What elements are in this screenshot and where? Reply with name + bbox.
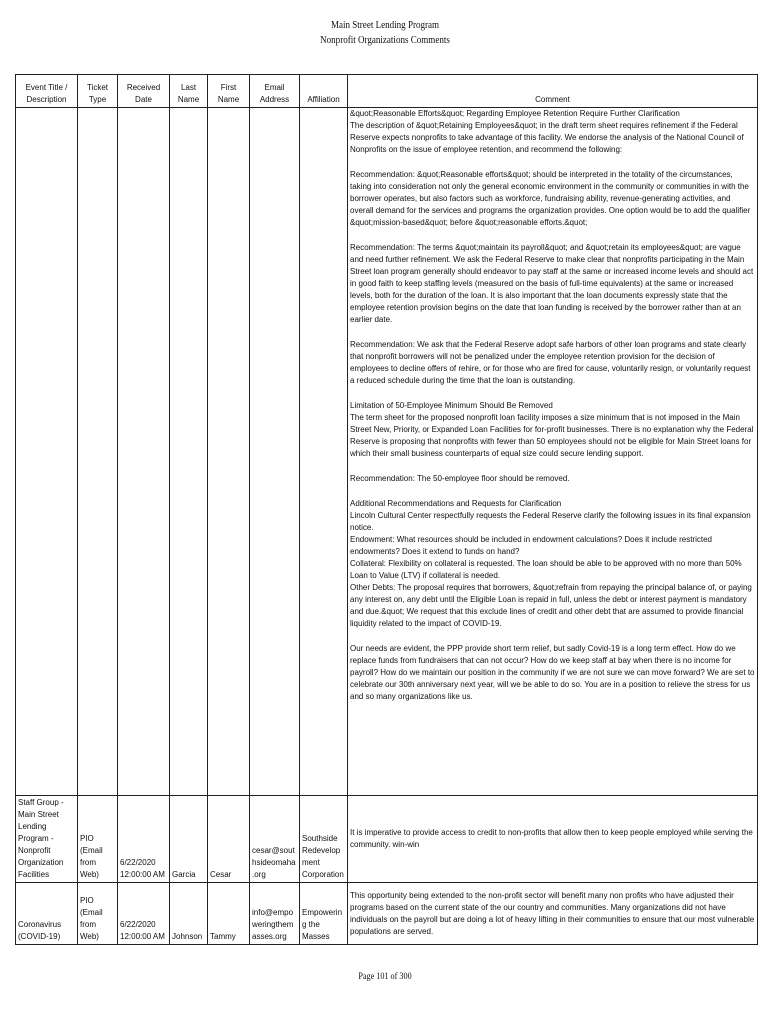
table-header-row [16,75,758,108]
comment-line: Endowment: What resources should be included in endowment calculations? Does it include restricted endowments? Does it extend to funds on hand? [350,535,712,556]
comment-paragraph [350,169,755,229]
comment-line: Recommendation: The 50-employee floor should be removed. [350,474,570,483]
page-number: Page 101 of 300 [358,972,412,982]
cell-event: Staff Group - Main Street Lending Program - Nonprofit Organization Facilities [16,796,78,883]
table-row [16,796,758,883]
document-title: Main Street Lending Program [330,20,440,31]
cell-email: info@empoweringthemasses.org [250,883,300,945]
cell-ticket-type [78,108,118,796]
column-header-email: Email Address [250,75,300,108]
comment-line: Limitation of 50-Employee Minimum Should Be Removed [350,401,553,410]
column-header-comment: Comment [348,75,758,108]
comment-line: Recommendation: The terms &quot;maintain its payroll&quot; and &quot;retain its employees&quot; are vague and need further refinement. We ask the Federal Reserve to make clear that nonprofits participating in the Main Street loan program generally should endeavor to pay staff at the same or increased income levels and should act in good faith to keep staffing levels (measured on the basis of full-time equivalents) at the same or increased levels, both for the duration of the loan. It is also important that the loan documents expressly state that the employee retention provision begins on the date that loan funding is received by the borrower rather than at an earlier date. [350,243,754,324]
cell-ticket-type: PIO (Email from Web) [78,883,118,945]
comment-paragraph [350,643,755,703]
cell-last-name: Johnson [170,883,208,945]
cell-first-name: Cesar [208,796,250,883]
comment-line: Our needs are evident, the PPP provide short term relief, but sadly Covid-19 is a long term effect. How do we replace funds from fundraisers that can not occur? How do we keep staff at bay when there is no income for payroll? How do we maintain our position in the community if we are not sure we can move forward? We are set to celebrate our 30th anniversary next year, will we be able to do so. You are in a position to relieve the stress for us and so many organizations like us. [350,644,755,701]
column-header-first-name: First Name [208,75,250,108]
comment-line: Other Debts: The proposal requires that borrowers, &quot;refrain from repaying the principal balance of, or paying any interest on, any debt until the Eligible Loan is repaid in full, unless the debt or interest payment is mandatory and due.&quot; We request that this exclude lines of credit and other debt that are assumed to provide financial liquidity related to the impact of COVID-19. [350,583,752,628]
cell-comment: This opportunity being extended to the non-profit sector will benefit many non profits who have adjusted their programs based on the current state of the our country and communities. Many organizations did not have individuals on the payroll but are doing a lot of heavy lifting in their communities to ensure that our most vulnerable populations are served. [348,883,758,945]
comment-paragraph [350,473,755,485]
cell-first-name [208,108,250,796]
comment-line: Recommendation: We ask that the Federal Reserve adopt safe harbors of other loan programs and state clearly that nonprofit borrowers will not be penalized under the employee retention provision for the decision of employees to decline offers of rehire, or for those who are fired for cause, voluntarily resign, or voluntarily request a reduced schedule during the time that the loan is outstanding. [350,340,751,385]
comment-line: The term sheet for the proposed nonprofit loan facility imposes a size minimum that is not imposed in the Main Street New, Priority, or Expanded Loan Facilities for for-profit businesses. There is no explanation why the Federal Reserve is proposing that nonprofits with fewer than 50 employees should not be eligible for Main Street loans for which their small business counterparts of equal size could secure lending support. [350,413,754,458]
cell-received-date [118,108,170,796]
cell-event: Coronavirus (COVID-19) [16,883,78,945]
comment-paragraph [350,242,755,326]
comment-line: Recommendation: &quot;Reasonable efforts&quot; should be interpreted in the totality of the circumstances, taking into consideration not only the general economic environment in the community or communities in with the borrower operates, but also factors such as workforce, fundraising ability, revenue-generating activities, and overall demand for the services and programs the organization provides. One option would be to add the qualifier &quot;mission-based&quot; before &quot;reasonable efforts.&quot; [350,170,751,227]
comment-line: The description of &quot;Retaining Employees&quot; in the draft term sheet requires refinement if the Federal Reserve expects nonprofits to take advantage of this facility. We endorse the analysis of the National Council of Nonprofits on the issue of employee retention, and recommend the following: [350,121,744,154]
column-header-affiliation: Affiliation [300,75,348,108]
comment-line: &quot;Reasonable Efforts&quot; Regarding Employee Retention Require Further Clarification [350,109,680,118]
cell-affiliation: Empowering the Masses [300,883,348,945]
cell-comment [348,108,758,796]
comment-paragraph [350,339,755,387]
comment-line: Collateral: Flexibility on collateral is requested. The loan should be able to be approved with no more than 50% Loan to Value (LTV) if collateral is needed. [350,559,742,580]
column-header-event: Event Title / Description [16,75,78,108]
cell-event [16,108,78,796]
cell-first-name: Tammy [208,883,250,945]
cell-received-date: 6/22/2020 12:00:00 AM [118,883,170,945]
comment-line: Lincoln Cultural Center respectfully requests the Federal Reserve clarify the following issues in its final expansion notice. [350,511,751,532]
document-header [54,18,716,48]
document-subtitle: Nonprofit Organizations Comments [320,35,450,46]
table-row [16,883,758,945]
cell-last-name [170,108,208,796]
comment-paragraph [350,108,755,156]
column-header-ticket-type: Ticket Type [78,75,118,108]
cell-affiliation [300,108,348,796]
column-header-last-name: Last Name [170,75,208,108]
cell-ticket-type: PIO (Email from Web) [78,796,118,883]
cell-email [250,108,300,796]
cell-received-date: 6/22/2020 12:00:00 AM [118,796,170,883]
cell-last-name: Garcia [170,796,208,883]
comment-paragraph [350,400,755,460]
cell-comment: It is imperative to provide access to credit to non-profits that allow then to keep people employed while serving the community. win-win [348,796,758,883]
cell-email: cesar@southsideomaha.org [250,796,300,883]
cell-affiliation: Southside Redevelopment Corporation [300,796,348,883]
table-row [16,108,758,796]
comment-line: Additional Recommendations and Requests for Clarification [350,499,562,508]
column-header-received-date: Received Date [118,75,170,108]
comment-paragraph [350,498,755,630]
comments-table [15,74,758,945]
